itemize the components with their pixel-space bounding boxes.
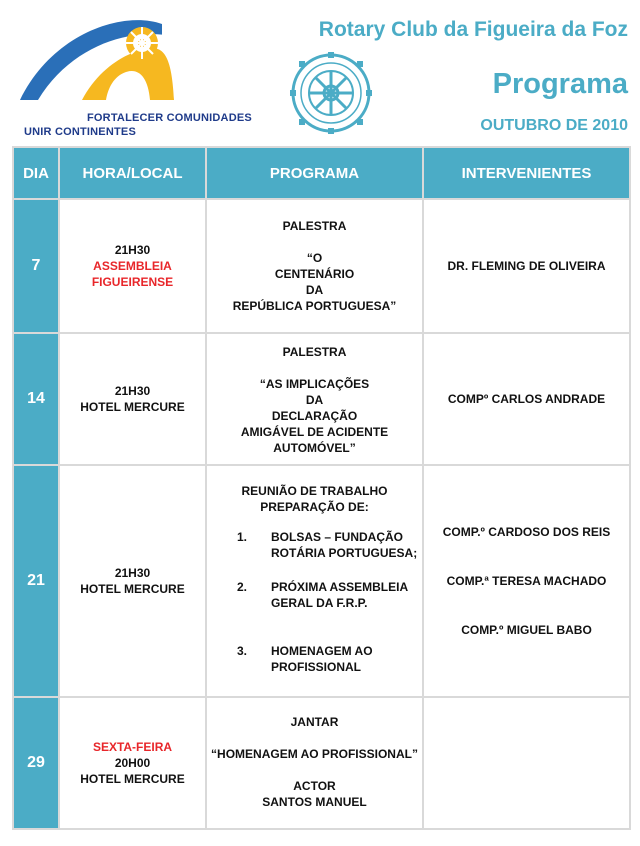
program-line: DA	[305, 393, 324, 407]
header-time-place: HORA/LOCAL	[59, 147, 206, 199]
header-program: PROGRAMA	[206, 147, 423, 199]
program-line: DECLARAÇÃO	[271, 409, 358, 423]
list-item	[237, 579, 422, 611]
item-number: 1.	[237, 530, 248, 544]
day-cell: 21	[13, 465, 59, 697]
item-line: ROTÁRIA PORTUGUESA;	[271, 546, 418, 560]
speaker-name: COMP.º MIGUEL BABO	[461, 623, 592, 637]
program-table	[12, 146, 631, 830]
logo-slogan-2: UNIR CONTINENTES	[24, 126, 136, 138]
rotary-wheel-icon	[289, 51, 373, 135]
speaker-name: COMP.º CARDOSO DOS REIS	[442, 525, 611, 539]
time-place-cell	[59, 199, 206, 333]
speaker-name: COMPº CARLOS ANDRADE	[447, 392, 606, 406]
logo-slogan-1: FORTALECER COMUNIDADES	[87, 112, 252, 124]
program-line: SANTOS MANUEL	[262, 795, 367, 809]
item-line: PRÓXIMA ASSEMBLEIA	[271, 580, 409, 594]
speaker-name: DR. FLEMING DE OLIVEIRA	[447, 259, 606, 273]
item-line: GERAL DA F.R.P.	[271, 596, 368, 610]
header-speakers: INTERVENIENTES	[423, 147, 630, 199]
time-place-cell	[59, 697, 206, 829]
speakers-cell	[423, 697, 630, 829]
list-item	[237, 529, 422, 561]
item-line: PROFISSIONAL	[271, 660, 362, 674]
program-line: “HOMENAGEM AO PROFISSIONAL”	[211, 747, 418, 761]
month-label: OUTUBRO DE 2010	[480, 117, 628, 134]
header-day: DIA	[13, 147, 59, 199]
program-cell	[206, 697, 423, 829]
day-cell: 14	[13, 333, 59, 465]
club-name: Rotary Club da Figueira da Foz	[318, 18, 628, 41]
time-text: 21H30	[114, 243, 151, 257]
program-line: AMIGÁVEL DE ACIDENTE	[240, 425, 389, 439]
table-header-row	[13, 147, 630, 199]
program-items-list	[207, 529, 422, 675]
place-text: HOTEL MERCURE	[80, 582, 185, 596]
time-place-cell	[59, 333, 206, 465]
program-title: PALESTRA	[282, 219, 347, 233]
program-subtitle: PREPARAÇÃO DE:	[260, 500, 369, 514]
item-line: HOMENAGEM AO	[271, 644, 373, 658]
item-number: 3.	[237, 644, 248, 658]
day-cell: 7	[13, 199, 59, 333]
program-line: ACTOR	[293, 779, 336, 793]
time-text: 20H00	[114, 756, 151, 770]
table-row	[13, 697, 630, 829]
program-title: REUNIÃO DE TRABALHO	[241, 484, 388, 498]
time-text: 21H30	[114, 566, 151, 580]
table-row	[13, 333, 630, 465]
table-row	[13, 199, 630, 333]
place-text: HOTEL MERCURE	[80, 400, 185, 414]
program-line: DA	[305, 283, 324, 297]
time-place-cell	[59, 465, 206, 697]
program-title: PALESTRA	[282, 345, 347, 359]
district-logo	[12, 14, 252, 138]
program-line: AUTOMÓVEL”	[273, 441, 356, 455]
speaker-name: COMP.ª TERESA MACHADO	[446, 574, 607, 588]
item-line: BOLSAS – FUNDAÇÃO	[271, 530, 404, 544]
program-cell	[206, 333, 423, 465]
item-number: 2.	[237, 580, 248, 594]
speakers-cell	[423, 199, 630, 333]
list-item	[237, 643, 422, 675]
program-cell	[206, 465, 423, 697]
program-title: JANTAR	[290, 715, 339, 729]
speakers-cell	[423, 465, 630, 697]
weekday-text: SEXTA-FEIRA	[92, 740, 173, 754]
program-line: “AS IMPLICAÇÕES	[259, 377, 370, 391]
program-cell	[206, 199, 423, 333]
place-text: HOTEL MERCURE	[80, 772, 185, 786]
program-line: “O	[306, 251, 323, 265]
table-row	[13, 465, 630, 697]
place-text: ASSEMBLEIA FIGUEIRENSE	[91, 259, 174, 289]
time-text: 21H30	[114, 384, 151, 398]
program-line: REPÚBLICA PORTUGUESA”	[232, 299, 397, 313]
day-cell: 29	[13, 697, 59, 829]
page-title: Programa	[492, 68, 628, 100]
program-line: CENTENÁRIO	[274, 267, 355, 281]
speakers-cell	[423, 333, 630, 465]
